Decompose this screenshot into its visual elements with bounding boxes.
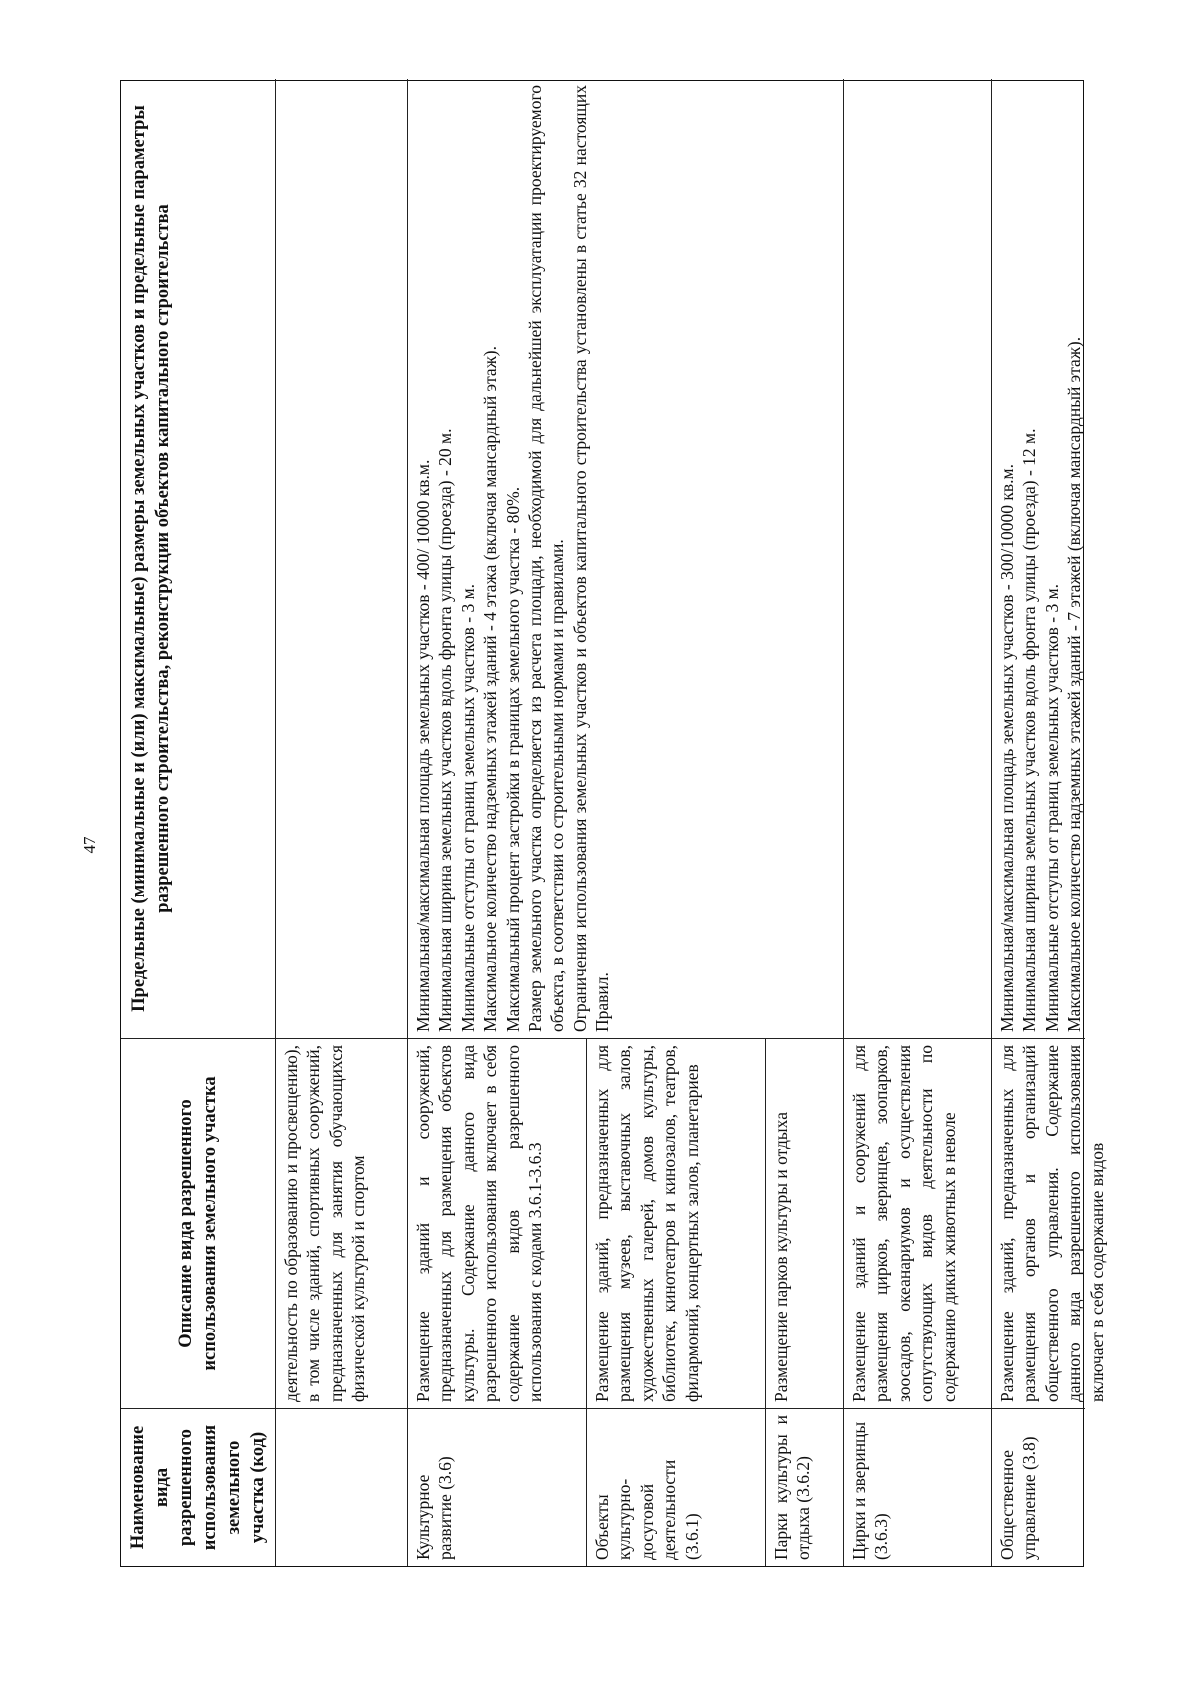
culture-param-size: Размер земельного участка определяется из расчета площади, необходимой для дальнейшей эксплуатации проектируемого объекта, в соответствии со строительными нормами и правилами. bbox=[524, 85, 568, 1032]
row-parks-name: Парки культуры и отдыха (3.6.2) bbox=[766, 1408, 844, 1566]
row-continuation-description: деятельность по образованию и просвещению), в том числе зданий, спортивных сооружений, предназначенных для занятия обучающихся физической культурой и спортом bbox=[276, 1038, 408, 1408]
culture-param-restrictions: Ограничения использования земельных участков и объектов капитального строительства установлены в статье 32 настоящих Правил. bbox=[569, 85, 613, 1032]
culture-param-area: Минимальная/максимальная площадь земельных участков - 400/ 10000 кв.м. bbox=[413, 459, 433, 1032]
land-use-table bbox=[120, 80, 1107, 1567]
public-admin-param-width: Минимальная ширина земельных участков вдоль фронта улицы (проезда) - 12 м. bbox=[1019, 428, 1040, 1032]
culture-param-coverage: Максимальный процент застройки в границах земельного участка - 80%. bbox=[502, 486, 523, 1032]
row-parks-description: Размещение парков культуры и отдыха bbox=[766, 1038, 844, 1408]
public-admin-param-floors: Максимальное количество надземных этажей зданий - 7 этажей (включая мансардный этаж). bbox=[1064, 336, 1085, 1032]
row-circus-description: Размещение зданий и сооружений для размещения цирков, зверинцев, зоопарков, зоосадов, океанариумов и осуществления сопутствующих видов деятельности по содержанию диких животных в неволе bbox=[844, 1038, 992, 1408]
row-leisure-name: Объекты культурно-досуговой деятельности (3.6.1) bbox=[587, 1408, 766, 1566]
header-description: Описание вида разрешенного использования земельного участка bbox=[121, 1038, 276, 1408]
page-number: 47 bbox=[80, 836, 99, 854]
public-admin-param-area: Минимальная/максимальная площадь земельных участков - 300/10000 кв.м. bbox=[997, 464, 1017, 1032]
culture-param-floors: Максимальное количество надземных этажей зданий - 4 этажа (включая мансардный этаж). bbox=[480, 346, 501, 1032]
culture-params-cell bbox=[408, 79, 844, 1038]
row-leisure-description: Размещение зданий, предназначенных для размещения музеев, выставочных залов, художественных галерей, домов культуры, библиотек, кинотеатров и кинозалов, театров, филармоний, концертных залов, планетариев bbox=[587, 1038, 766, 1408]
public-admin-params-cell bbox=[992, 79, 1085, 1038]
row-continuation-name bbox=[276, 1408, 408, 1566]
header-name: Наименование вида разрешенного использования земельного участка (код) bbox=[121, 1408, 276, 1566]
public-admin-param-setback: Минимальные отступы от границ земельных участков - 3 м. bbox=[1041, 583, 1062, 1032]
row-culture-description: Размещение зданий и сооружений, предназначенных для размещения объектов культуры. Содержание данного вида разрешенного использования включает в себя содержание видов разрешенного использования с кодами 3.6.1-3.6.3 bbox=[408, 1038, 587, 1408]
culture-param-width: Минимальная ширина земельных участков вдоль фронта улицы (проезда) - 20 м. bbox=[435, 428, 456, 1032]
culture-param-setback: Минимальные отступы от границ земельных участков - 3 м. bbox=[457, 583, 478, 1032]
row-circus-name: Цирки и зверинцы (3.6.3) bbox=[844, 1408, 992, 1566]
header-params: Предельные (минимальные и (или) максимальные) размеры земельных участков и предельные параметры разрешенного строительства, реконструкции объектов капитального строительства bbox=[121, 79, 276, 1038]
row-public-admin-name: Общественное управление (3.8) bbox=[992, 1408, 1085, 1566]
row-circus-params bbox=[844, 79, 992, 1038]
rotated-table-sheet bbox=[120, 80, 1107, 1567]
row-culture-name: Культурное развитие (3.6) bbox=[408, 1408, 587, 1566]
row-continuation-params bbox=[276, 79, 408, 1038]
row-public-admin-description: Размещение зданий, предназначенных для размещения органов и организаций общественного управления. Содержание данного вида разрешенного использования включает в себя содержание видов bbox=[992, 1038, 1085, 1408]
